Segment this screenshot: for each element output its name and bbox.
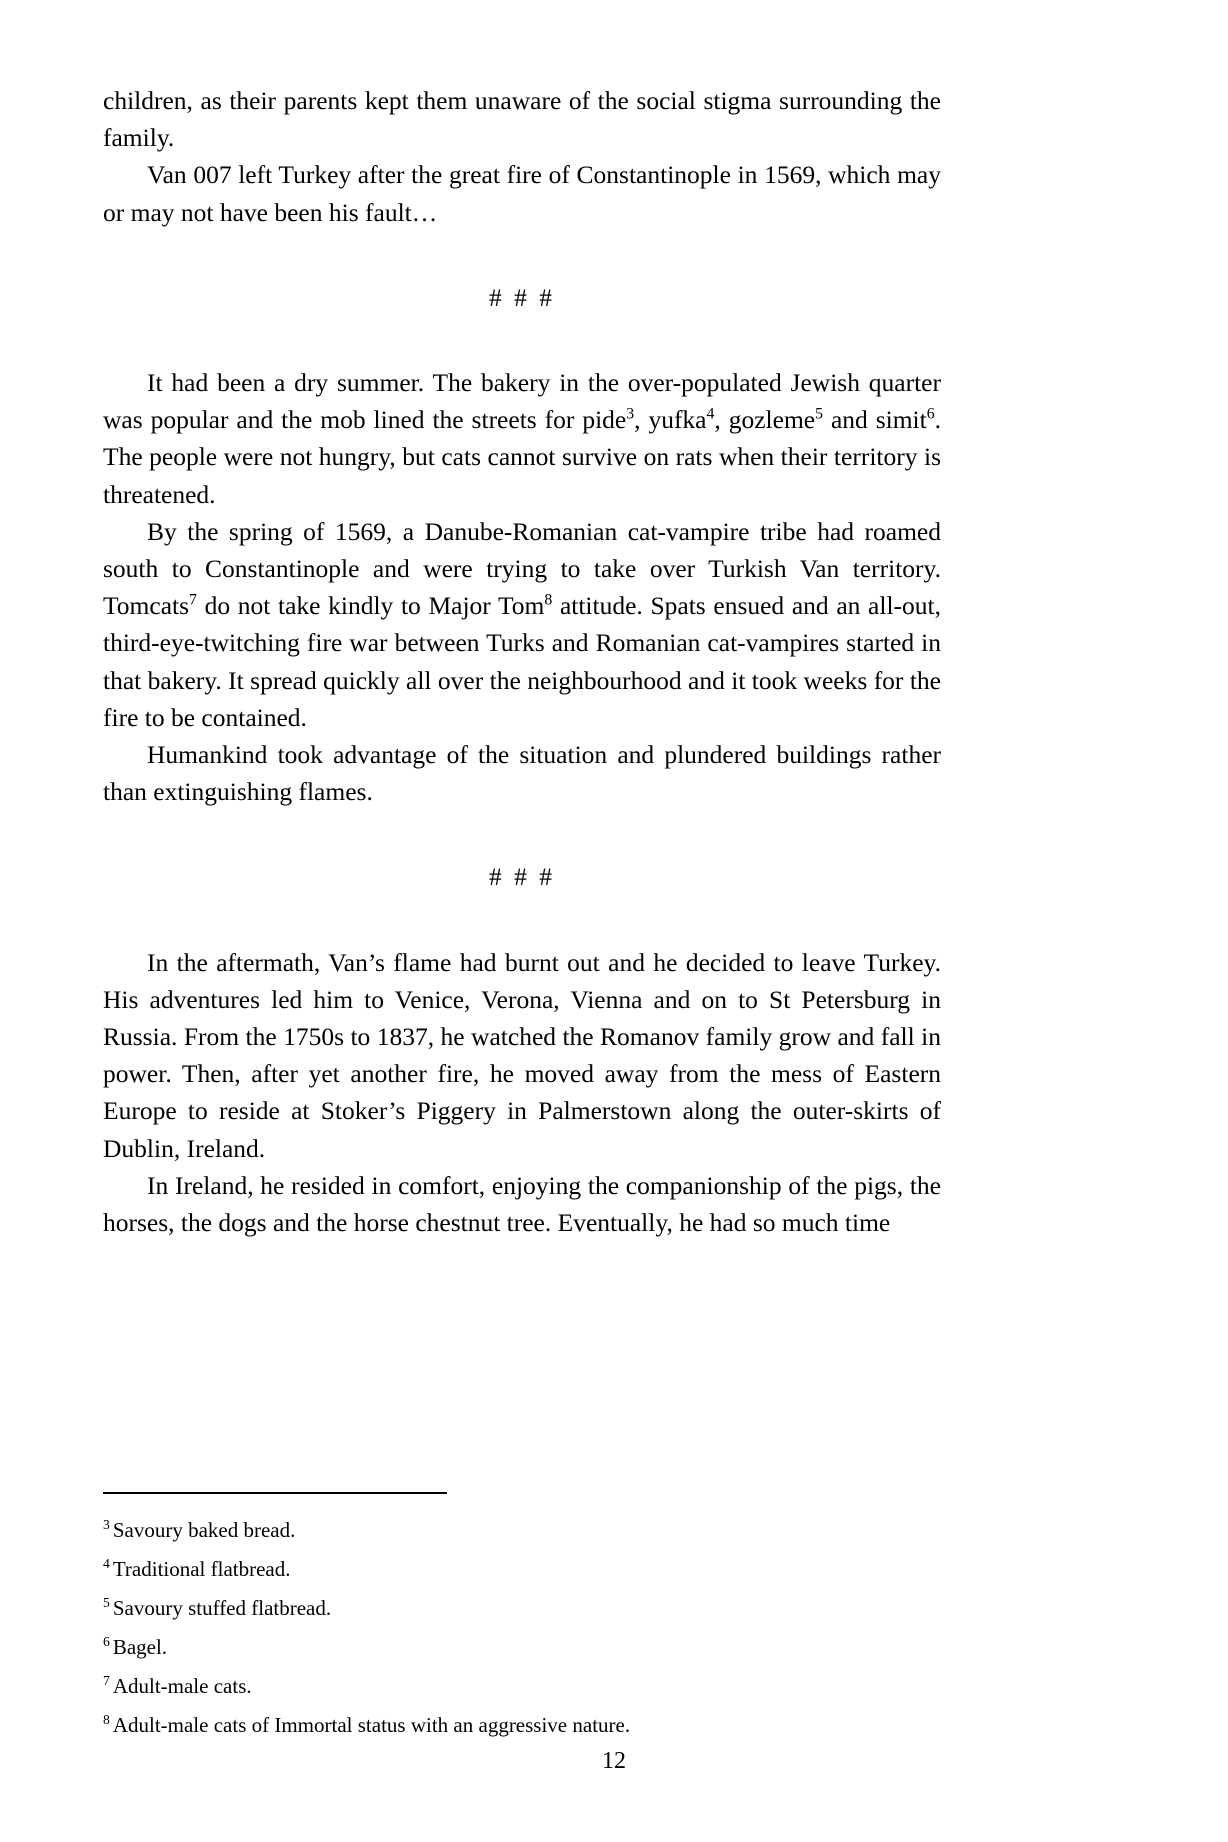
paragraph: Van 007 left Turkey after the great fire of Constantinople in 1569, which may or may not have been his fault… xyxy=(103,160,941,227)
footnote-item xyxy=(103,1514,941,1547)
paragraph: By the spring of 1569, a Danube-Romanian cat-vampire tribe had roamed south to Constantinople and were trying to take over Turkish Van territory. Tomcats$^7$ do not take kindly to Major Tom$^8$ attitude. Spats ensued and an all-out, third-eye-twitching fire war between Turks and Romanian cat-vampires started in that bakery. It spread quickly all over the neighbourhood and it took weeks for the fire to be contained. xyxy=(103,516,941,732)
footnote-marker[interactable]: 4 xyxy=(706,405,715,423)
footnote-text: Adult-male cats. xyxy=(112,1674,252,1698)
paragraph: In Ireland, he resided in comfort, enjoying the companionship of the pigs, the horses, the dogs and the horse chestnut tree. Eventually, he had so much time xyxy=(103,1170,941,1238)
paragraph: It had been a dry summer. The bakery in the over-populated Jewish quarter was popular and the mob lined the streets for pide$^3$, yufka$^4$, gozleme$^5$ and simit$^6$. The people were not hungry, but cats cannot survive on rats when their territory is threatened. xyxy=(103,368,941,509)
paragraph: In the aftermath, Van’s flame had burnt out and he decided to leave Turkey. His adventures led him to Venice, Verona, Vienna and on to St Petersburg in Russia. From the 1750s to 1837, he watched the Romanov family grow and fall in power. Then, after yet another fire, he moved away from the mess of Eastern Europe to reside at Stoker’s Piggery in Palmerstown along the outer-skirts of Dublin, Ireland. xyxy=(103,947,941,1163)
section-divider: # # # xyxy=(489,862,555,892)
footnote-item xyxy=(103,1553,941,1586)
footnote-item xyxy=(103,1592,941,1625)
footnote-item xyxy=(103,1709,941,1742)
paragraph: Humankind took advantage of the situation and plundered buildings rather than extinguishing flames. xyxy=(103,740,941,807)
footnote-item xyxy=(103,1631,941,1664)
footnote-number: 4 xyxy=(103,1556,110,1571)
paragraph: children, as their parents kept them unaware of the social stigma surrounding the family. xyxy=(103,86,941,153)
footnote-marker[interactable]: 5 xyxy=(815,405,823,423)
footnote-text: Savoury stuffed flatbread. xyxy=(112,1596,332,1620)
footnote-block xyxy=(103,1492,941,1748)
footnote-number: 5 xyxy=(103,1595,110,1610)
spacer xyxy=(103,231,941,279)
section-divider: # # # xyxy=(489,282,555,312)
footnote-text: Bagel. xyxy=(112,1635,168,1659)
footnote-separator-rule xyxy=(103,1492,447,1494)
page-number: 12 xyxy=(602,1748,626,1774)
footnote-text: Traditional flatbread. xyxy=(112,1557,291,1581)
spacer xyxy=(103,810,941,858)
footnote-number: 8 xyxy=(103,1712,110,1727)
footnote-marker[interactable]: 3 xyxy=(626,405,635,423)
footnote-number: 6 xyxy=(103,1634,110,1649)
footnote-text: Adult-male cats of Immortal status with an aggressive nature. xyxy=(112,1713,631,1737)
footnote-marker[interactable]: 6 xyxy=(926,405,935,423)
footnote-marker[interactable]: 8 xyxy=(544,591,553,609)
spacer xyxy=(103,316,941,364)
footnote-text: Savoury baked bread. xyxy=(112,1518,296,1542)
footnote-list xyxy=(103,1514,941,1742)
spacer xyxy=(103,896,941,944)
footnote-number: 7 xyxy=(103,1673,110,1688)
footnote-marker[interactable]: 7 xyxy=(189,591,197,609)
footnote-item xyxy=(103,1670,941,1703)
footnote-number: 3 xyxy=(103,1517,110,1532)
text-column xyxy=(103,82,941,1241)
